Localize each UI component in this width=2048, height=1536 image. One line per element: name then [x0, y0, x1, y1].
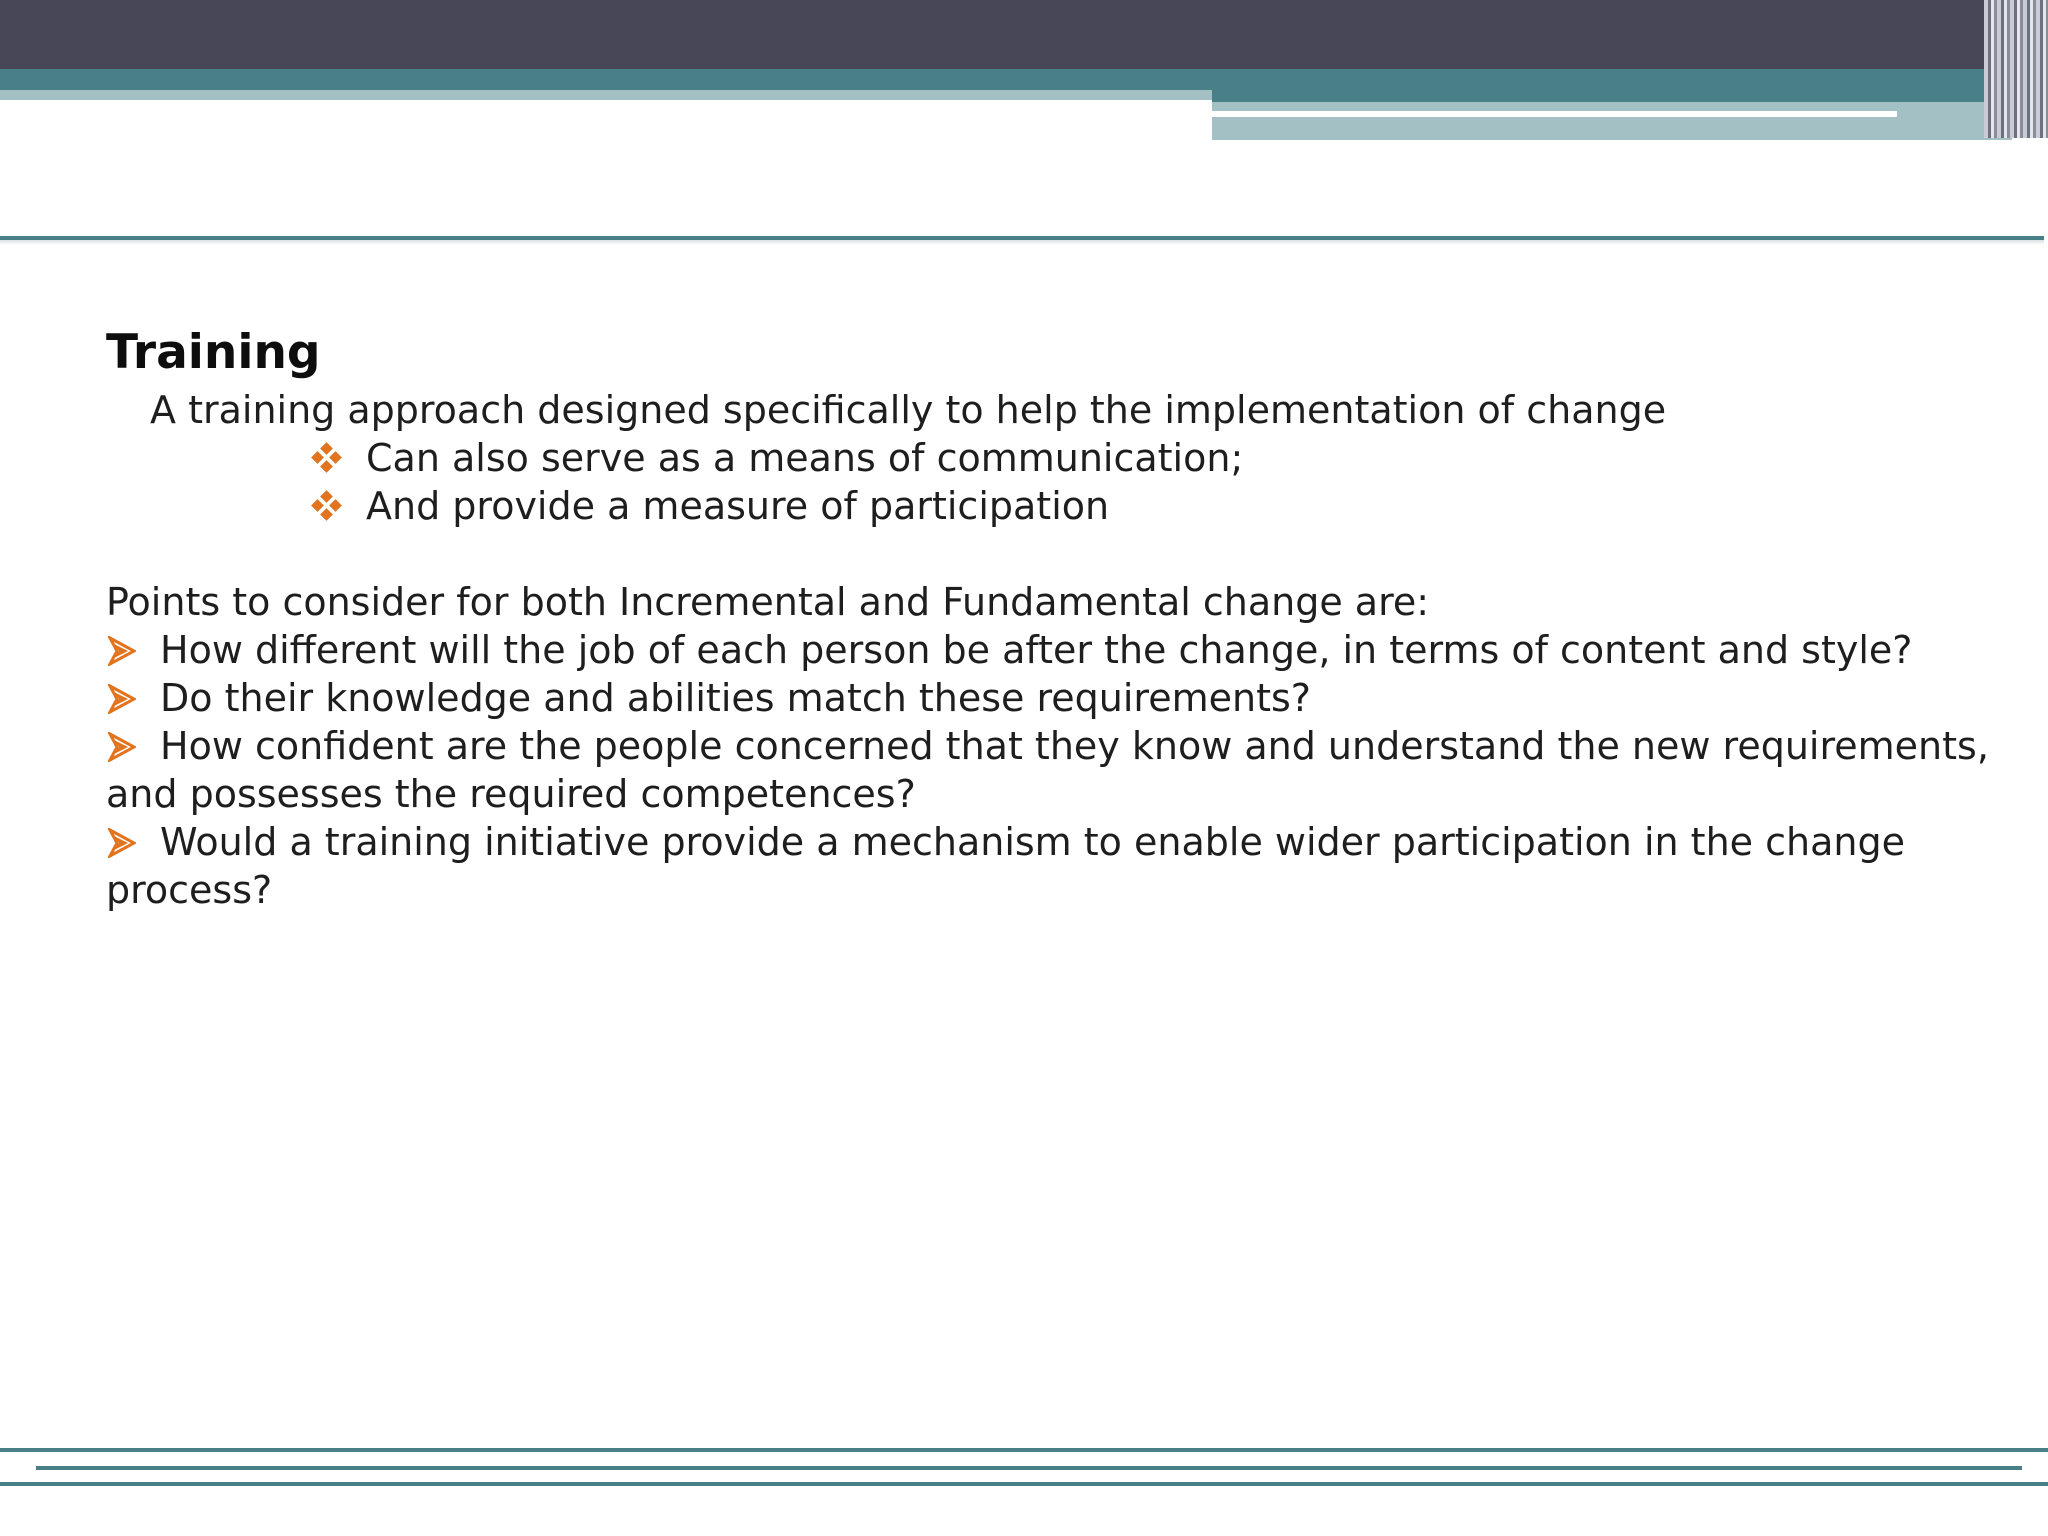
considerations-intro: Points to consider for both Incremental and Fundamental change are: [106, 580, 1430, 624]
intro-text: A training approach designed specifically to help the implementation of change [150, 388, 1667, 432]
header-teal-band [0, 69, 2048, 90]
footer-rule-middle [36, 1466, 2022, 1470]
consideration-text: Would a training initiative provide a mechanism to enable wider participation in the change process? [106, 820, 1905, 912]
consideration-item [106, 818, 2006, 914]
arrow-bullet-icon [108, 684, 136, 714]
diamond-bullet-icon [312, 491, 342, 521]
consideration-item [106, 626, 2006, 674]
consideration-text: Do their knowledge and abilities match these requirements? [160, 676, 1311, 720]
sub-point-text: Can also serve as a means of communication; [366, 436, 1244, 480]
header-light-step-right [1652, 130, 2012, 140]
sub-point [106, 434, 2006, 482]
header-teal-band-right [1212, 90, 2048, 102]
title-divider-shadow [0, 240, 2044, 245]
header-light-band-left [0, 90, 1212, 100]
footer-rule-bottom [0, 1482, 2048, 1486]
consideration-item [106, 722, 2006, 818]
sub-point-text: And provide a measure of participation [366, 484, 1110, 528]
consideration-text: How different will the job of each person be after the change, in terms of content and style? [160, 628, 1913, 672]
spacer [106, 530, 2006, 578]
sub-point [106, 482, 2006, 530]
header-white-pinstripe [1212, 111, 1897, 117]
slide-body [106, 320, 2006, 914]
header-corner-stripes [1984, 0, 2048, 138]
header-light-step-left [1212, 130, 1652, 140]
consideration-item [106, 674, 2006, 722]
slide-heading: Training [106, 325, 321, 380]
footer-rule-top [0, 1448, 2048, 1452]
diamond-bullet-icon [312, 443, 342, 473]
arrow-bullet-icon [108, 636, 136, 666]
arrow-bullet-icon [108, 732, 136, 762]
consideration-text: How confident are the people concerned that they know and understand the new requirements, and possesses the required competences? [106, 724, 1989, 816]
header-dark-band [0, 0, 2048, 69]
arrow-bullet-icon [108, 828, 136, 858]
